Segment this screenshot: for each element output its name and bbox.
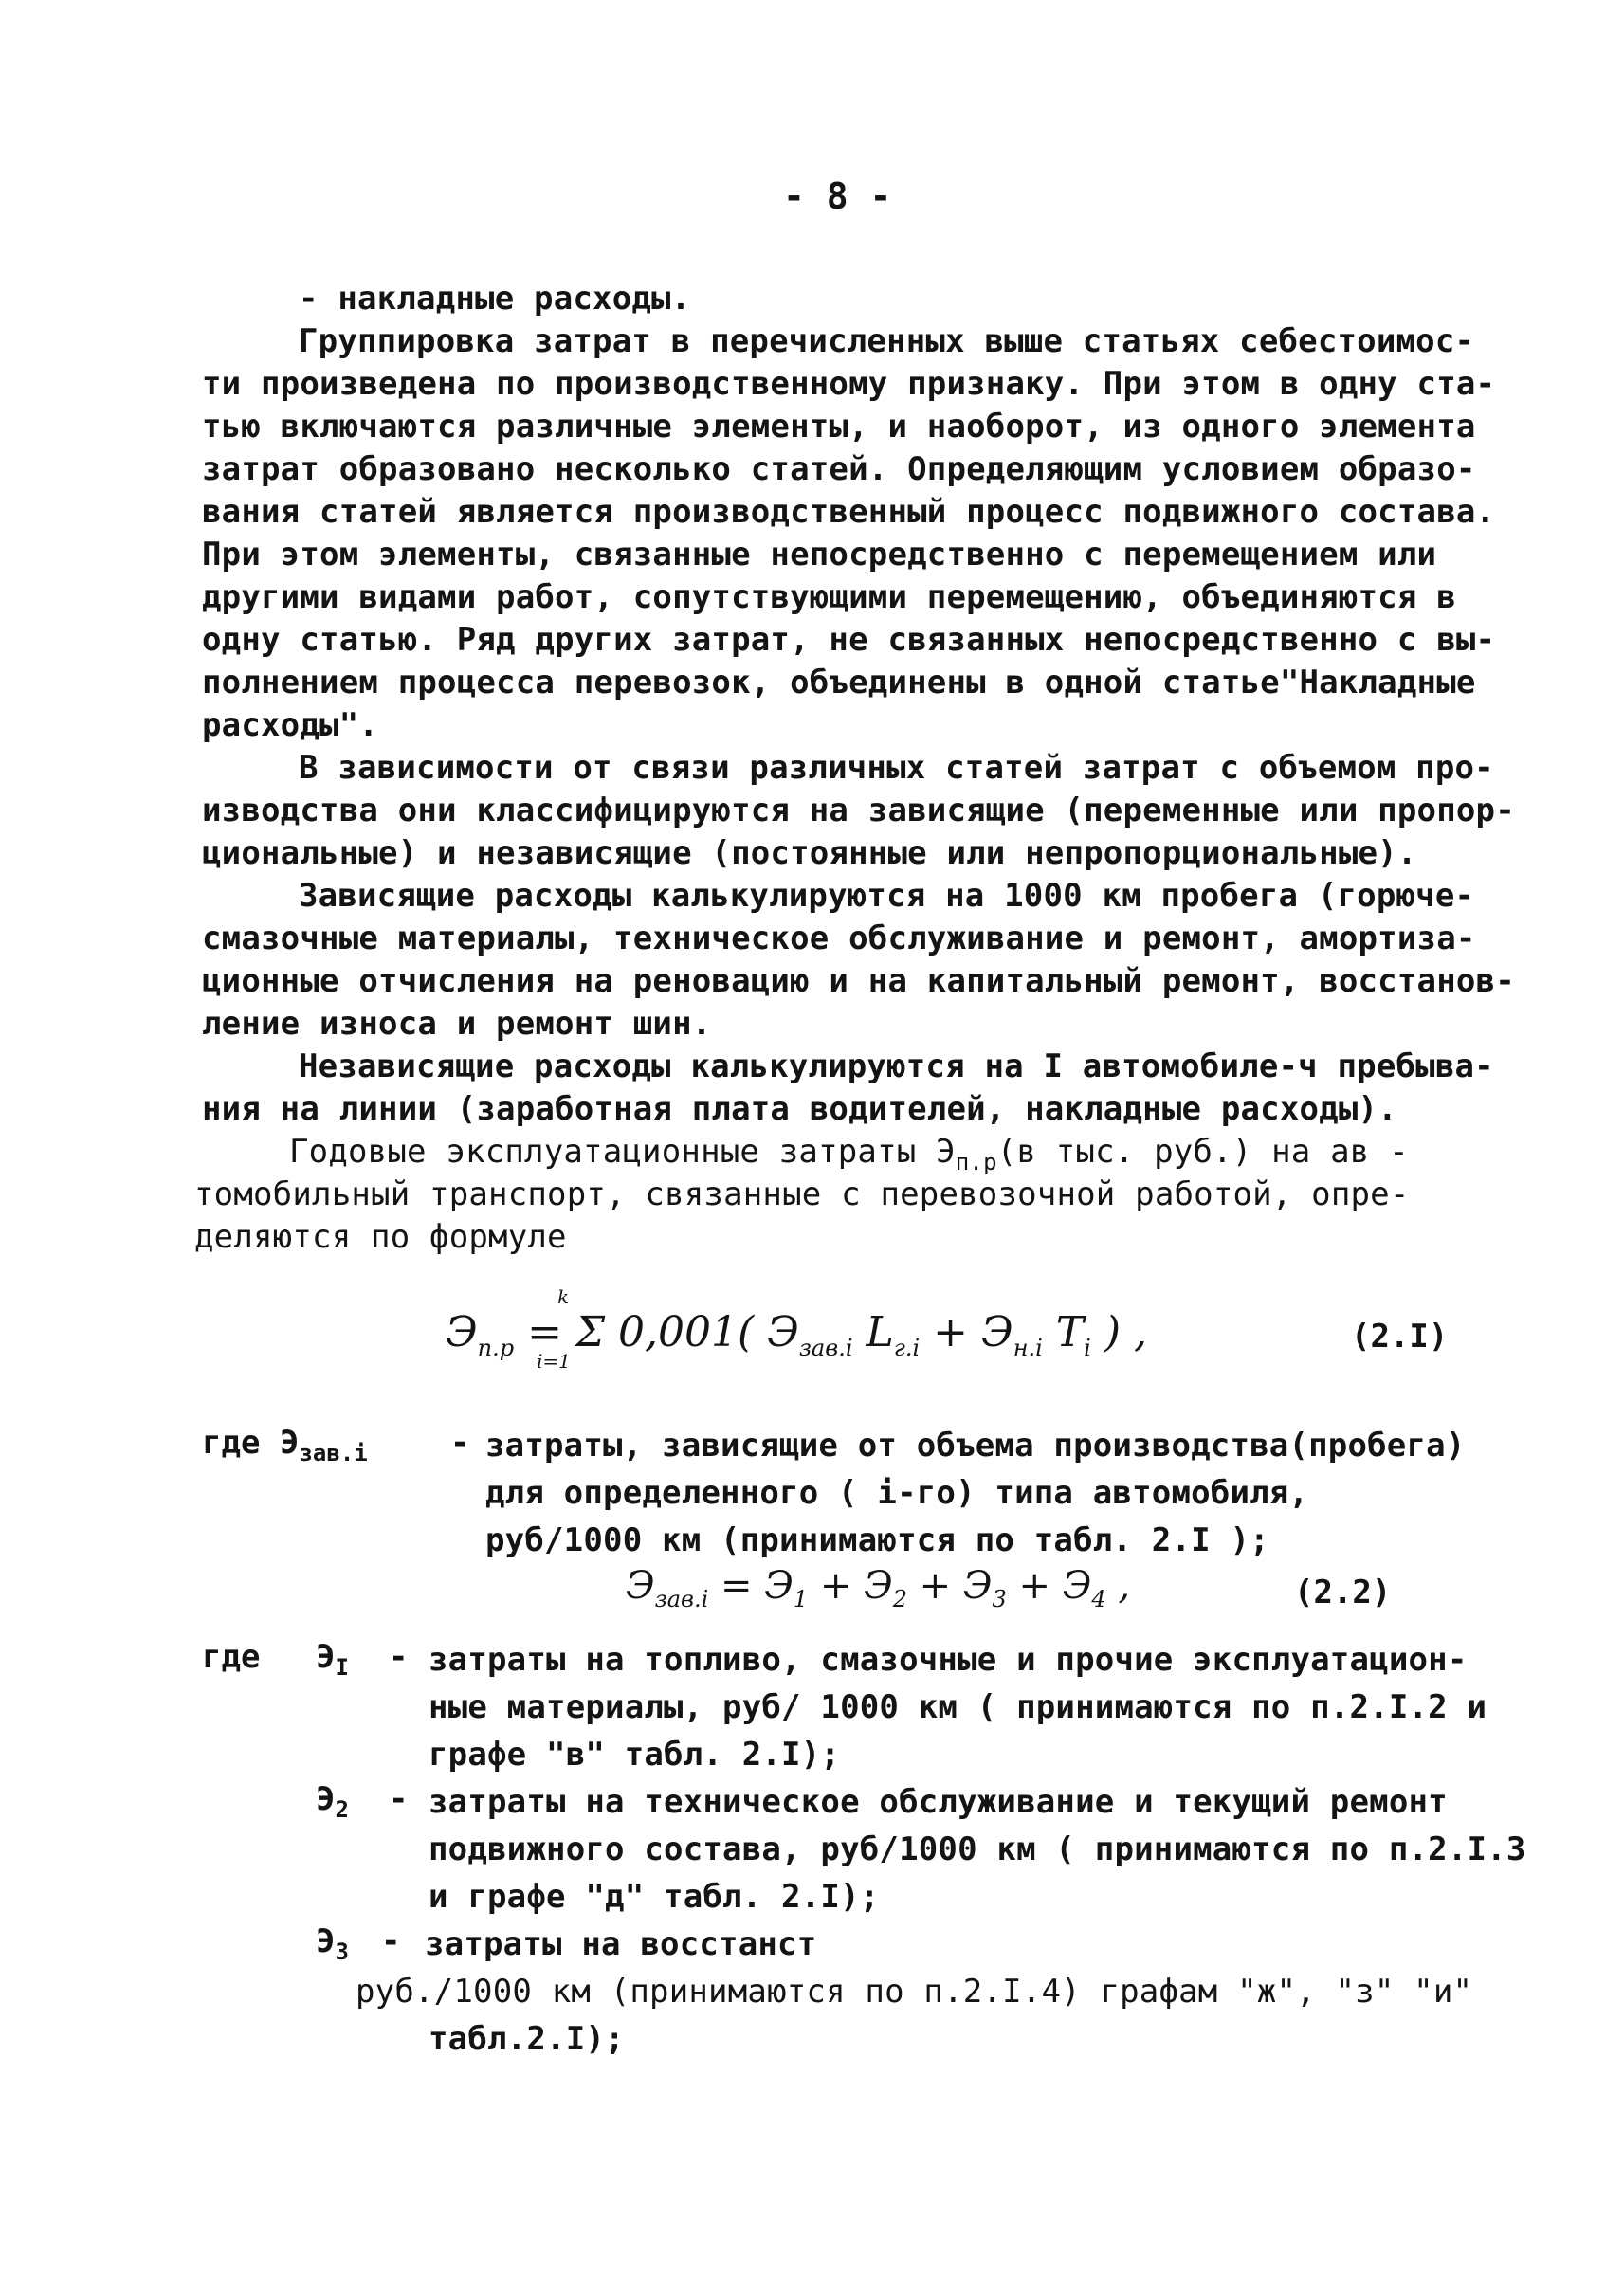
definition-line: для определенного ( i-го) типа автомобиля, xyxy=(485,1474,1309,1512)
body-line: изводства они классифицируются на зависящие (переменные или пропор- xyxy=(202,792,1515,829)
definition-line: подвижного состава, руб/1000 км ( принимаются по п.2.I.3 xyxy=(429,1830,1526,1868)
definition-line: и графе "д" табл. 2.I); xyxy=(429,1878,880,1916)
definition-line: руб/1000 км (принимаются по табл. 2.I ); xyxy=(485,1521,1269,1559)
symbol-e-zav: $Э_{зав.i}$ xyxy=(280,1424,368,1466)
definition-line: затраты на техническое обслуживание и текущий ремонт xyxy=(429,1783,1448,1821)
body-line: затрат образовано несколько статей. Определяющим условием образо- xyxy=(202,450,1476,488)
symbol-e2: $Э_2$ xyxy=(316,1780,349,1823)
definition-line: затраты на восстанст xyxy=(425,1925,817,1963)
definition-dash: - xyxy=(389,1780,409,1818)
body-line: деляются по формуле xyxy=(194,1218,567,1256)
body-line: смазочные материалы, техническое обслуживание и ремонт, амортиза- xyxy=(202,919,1476,957)
body-line: расходы". xyxy=(202,706,379,744)
sum-lower-limit: i=1 xyxy=(537,1350,571,1373)
equation-number: (2.2) xyxy=(1294,1574,1392,1611)
body-line: ния на линии (заработная плата водителей, накладные расходы). xyxy=(202,1090,1397,1128)
definition-line: ные материалы, руб/ 1000 км ( принимаются по п.2.I.2 и xyxy=(429,1688,1487,1726)
body-line: томобильный транспорт, связанные с перевозочной работой, опре- xyxy=(194,1175,1410,1213)
symbol-e3: $Э_3$ xyxy=(316,1922,349,1965)
body-line: Группировка затрат в перечисленных выше статьях себестоимос- xyxy=(299,322,1475,360)
definition-line: графе "в" табл. 2.I); xyxy=(429,1736,841,1774)
body-line: циональные) и независящие (постоянные или непропорциональные). xyxy=(202,834,1417,872)
formula-2-2: $Э_{зав.i} = Э_1 + Э_2 + Э_3 + Э_4$ , xyxy=(626,1564,1131,1612)
sum-upper-limit: k xyxy=(557,1285,570,1308)
body-line: В зависимости от связи различных статей затрат с объемом про- xyxy=(299,749,1494,787)
where-label: где xyxy=(202,1424,261,1462)
page-number: - 8 - xyxy=(783,175,892,217)
body-line: ление износа и ремонт шин. xyxy=(202,1005,712,1043)
body-line: полнением процесса перевозок, объединены в одной статье"Накладные xyxy=(202,664,1476,701)
body-line: Зависящие расходы калькулируются на 1000 км пробега (горюче- xyxy=(299,877,1475,915)
body-line: другими видами работ, сопутствующими перемещению, объединяются в xyxy=(202,578,1456,616)
definition-line: затраты, зависящие от объема производства(пробега) xyxy=(485,1427,1466,1465)
body-line: вания статей является производственный процесс подвижного состава. xyxy=(202,493,1496,531)
body-line: тью включаются различные элементы, и наоборот, из одного элемента xyxy=(202,408,1476,446)
body-line: ционные отчисления на реновацию и на капитальный ремонт, восстанов- xyxy=(202,962,1515,1000)
definition-dash: - xyxy=(389,1638,409,1676)
definition-line: затраты на топливо, смазочные и прочие эксплуатацион- xyxy=(429,1641,1468,1679)
body-line: Независящие расходы калькулируются на I автомобиле-ч пребыва- xyxy=(299,1047,1494,1085)
equation-number: (2.I) xyxy=(1351,1318,1449,1356)
definition-line: руб./1000 км (принимаются по п.2.I.4) графам "ж", "з" "и" xyxy=(356,1973,1473,2011)
body-line: одну статью. Ряд других затрат, не связанных непосредственно с вы- xyxy=(202,621,1496,659)
symbol-e1: $Э_I$ xyxy=(316,1638,349,1681)
where-label: где xyxy=(202,1638,261,1676)
definition-dash: - xyxy=(381,1922,401,1960)
body-line: Годовые эксплуатационные затраты $Э_{п.р}(в$ тыс. руб.) на ав - xyxy=(289,1133,1409,1175)
formula-2-1: $Э_{п.р} = \Sigma$ 0,001( $Э_{зав.i}$ $L_{г.i} + Э_{н.i}$ $T_i$ ) , xyxy=(446,1308,1147,1361)
definition-line: табл.2.I); xyxy=(429,2020,625,2058)
definition-dash: - xyxy=(450,1424,470,1462)
body-line: При этом элементы, связанные непосредственно с перемещением или xyxy=(202,536,1437,574)
body-line: - накладные расходы. xyxy=(299,280,691,318)
body-line: ти произведена по производственному признаку. При этом в одну ста- xyxy=(202,365,1496,403)
